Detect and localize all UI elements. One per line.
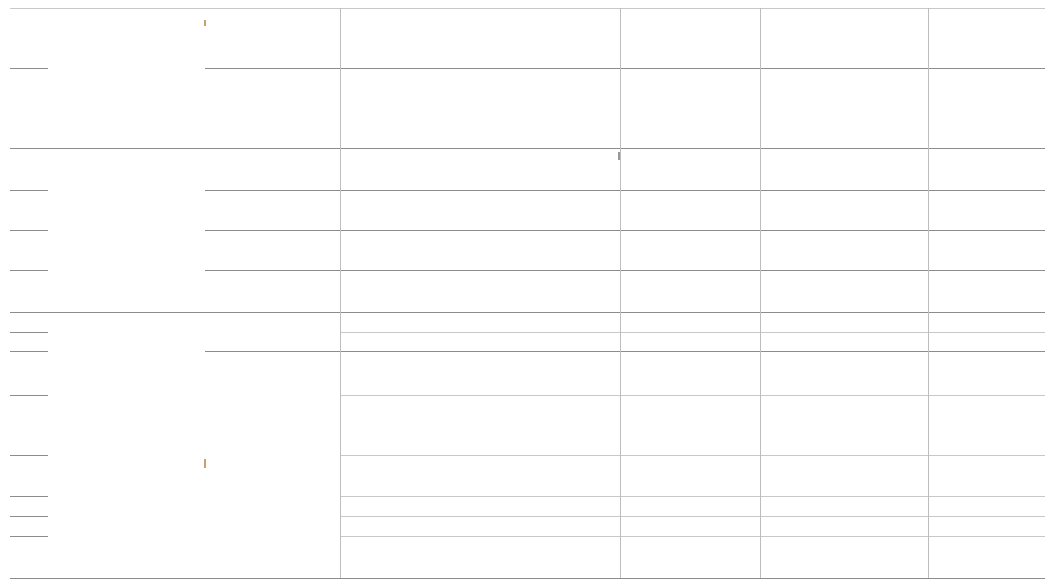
subcategory-cell — [205, 455, 340, 578]
row-rule — [10, 270, 48, 271]
row-rule — [10, 351, 48, 352]
unit-cell — [620, 351, 760, 395]
indicator-cell — [340, 536, 620, 578]
year-cell — [928, 312, 1045, 332]
row-number — [10, 395, 48, 455]
source-cell — [760, 270, 928, 312]
unit-cell — [620, 496, 760, 516]
subcategory-cell — [205, 190, 340, 230]
row-rule — [340, 455, 1045, 456]
column-rule — [760, 8, 761, 578]
unit-cell — [620, 455, 760, 496]
year-cell — [928, 148, 1045, 190]
unit-cell — [620, 230, 760, 270]
unit-cell — [620, 516, 760, 536]
year-cell — [928, 230, 1045, 270]
source-cell — [760, 332, 928, 351]
indicator-cell — [340, 455, 620, 496]
indicator-cell — [340, 270, 620, 312]
column-rule — [620, 8, 621, 578]
section-rule — [10, 148, 1045, 149]
row-rule — [10, 230, 48, 231]
row-rule — [340, 536, 1045, 537]
section-rule — [10, 312, 1045, 313]
source-cell — [760, 230, 928, 270]
category-cell — [48, 148, 205, 312]
unit-cell — [620, 148, 760, 190]
cell-marker — [204, 459, 206, 468]
source-cell — [760, 536, 928, 578]
unit-cell — [620, 332, 760, 351]
year-cell — [928, 351, 1045, 395]
unit-cell — [620, 312, 760, 332]
indicator-cell — [340, 148, 620, 190]
row-rule — [10, 455, 48, 456]
source-cell — [760, 455, 928, 496]
source-cell — [760, 190, 928, 230]
indicator-cell — [340, 68, 620, 148]
row-number — [10, 455, 48, 496]
year-cell — [928, 270, 1045, 312]
year-cell — [928, 536, 1045, 578]
row-rule — [10, 536, 48, 537]
unit-cell — [620, 536, 760, 578]
subcategory-cell — [205, 8, 340, 68]
row-number — [10, 332, 48, 351]
cell-marker — [618, 152, 620, 160]
indicator-cell — [340, 8, 620, 68]
row-rule — [340, 496, 1045, 497]
subcategory-cell — [205, 312, 340, 455]
indicator-cell — [340, 496, 620, 516]
year-cell — [928, 516, 1045, 536]
column-rule — [340, 8, 341, 578]
subcategory-cell — [205, 270, 340, 312]
indicator-cell — [340, 312, 620, 332]
row-rule — [205, 68, 1045, 69]
row-rule — [10, 496, 48, 497]
source-cell — [760, 148, 928, 190]
row-rule — [10, 332, 48, 333]
source-cell — [760, 496, 928, 516]
row-rule — [340, 516, 1045, 517]
row-rule — [10, 68, 48, 69]
subcategory-cell — [205, 68, 340, 148]
year-cell — [928, 496, 1045, 516]
row-number — [10, 516, 48, 536]
row-rule — [205, 190, 1045, 191]
row-rule — [205, 270, 1045, 271]
row-rule — [340, 395, 1045, 396]
cell-marker — [204, 20, 206, 26]
source-cell — [760, 312, 928, 332]
year-cell — [928, 395, 1045, 455]
unit-cell — [620, 68, 760, 148]
indicator-cell — [340, 332, 620, 351]
subcategory-cell — [205, 230, 340, 270]
table-top-rule — [10, 8, 1045, 9]
row-rule — [205, 351, 1045, 352]
unit-cell — [620, 8, 760, 68]
column-rule — [928, 8, 929, 578]
unit-cell — [620, 190, 760, 230]
indicator-cell — [340, 516, 620, 536]
category-cell — [48, 312, 205, 578]
row-number — [10, 536, 48, 578]
row-number — [10, 8, 48, 68]
source-cell — [760, 395, 928, 455]
unit-cell — [620, 270, 760, 312]
year-cell — [928, 455, 1045, 496]
indicator-cell — [340, 190, 620, 230]
indicator-cell — [340, 395, 620, 455]
row-number — [10, 351, 48, 395]
table-bottom-rule — [10, 578, 1045, 579]
row-number — [10, 270, 48, 312]
row-number — [10, 68, 48, 148]
row-number — [10, 312, 48, 332]
indicator-cell — [340, 230, 620, 270]
row-number — [10, 190, 48, 230]
unit-cell — [620, 395, 760, 455]
source-cell — [760, 68, 928, 148]
row-rule — [10, 395, 48, 396]
source-cell — [760, 8, 928, 68]
year-cell — [928, 190, 1045, 230]
source-cell — [760, 351, 928, 395]
year-cell — [928, 8, 1045, 68]
year-cell — [928, 332, 1045, 351]
row-rule — [10, 190, 48, 191]
row-number — [10, 496, 48, 516]
subcategory-cell — [205, 148, 340, 190]
row-number — [10, 230, 48, 270]
source-cell — [760, 516, 928, 536]
row-rule — [10, 516, 48, 517]
row-rule — [205, 230, 1045, 231]
year-cell — [928, 68, 1045, 148]
row-rule — [340, 332, 1045, 333]
row-number — [10, 148, 48, 190]
indicator-cell — [340, 351, 620, 395]
